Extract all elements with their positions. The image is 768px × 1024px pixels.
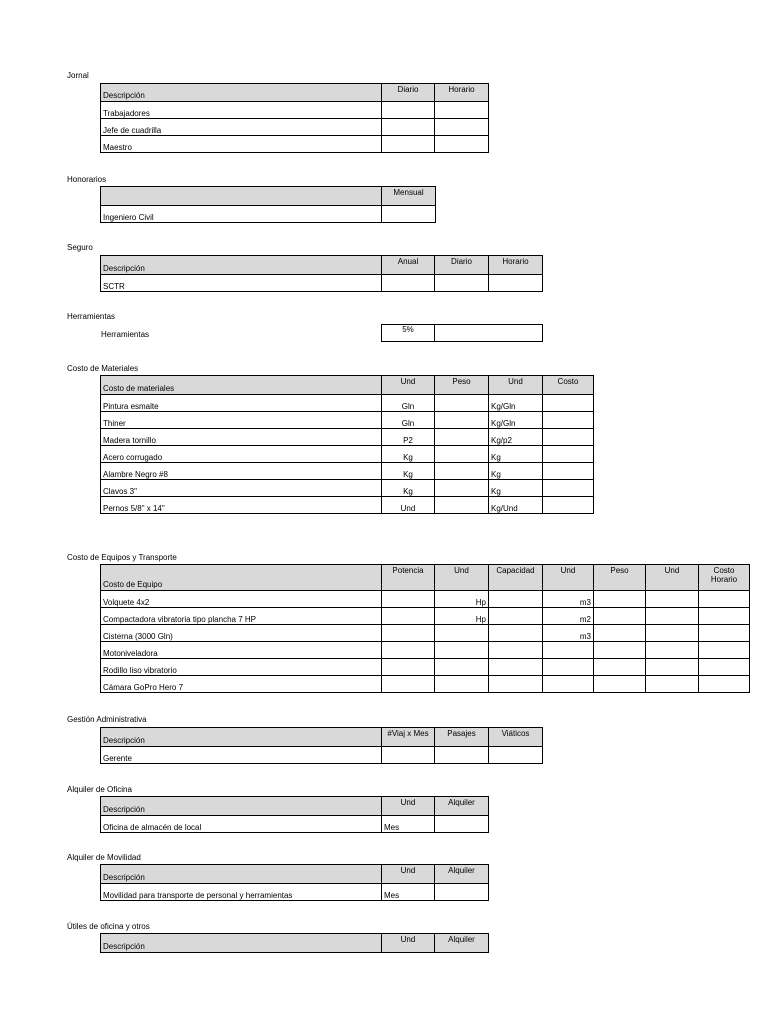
header-cell: Costo de materiales xyxy=(101,376,382,395)
row-label: Cisterna (3000 Gln) xyxy=(101,625,382,642)
section-title-gestion: Gestión Administrativa xyxy=(67,715,147,724)
table-row xyxy=(101,625,750,642)
unit-cell: Mes xyxy=(382,884,435,901)
row-label: Thiner xyxy=(101,412,382,429)
cell[interactable] xyxy=(382,136,435,153)
cell[interactable] xyxy=(435,480,489,497)
cell[interactable] xyxy=(382,206,436,223)
cell[interactable] xyxy=(594,659,646,676)
unit-cell xyxy=(435,625,489,642)
table-row xyxy=(101,591,750,608)
table-row xyxy=(101,206,436,223)
header-cell: Costo de Equipo xyxy=(101,565,382,591)
cell[interactable] xyxy=(543,446,594,463)
percent-cell[interactable]: 5% xyxy=(382,325,435,342)
unit-cell xyxy=(435,659,489,676)
cell[interactable] xyxy=(489,642,543,659)
cell[interactable] xyxy=(382,747,435,764)
row-label: SCTR xyxy=(101,275,382,292)
honorarios-table xyxy=(100,186,436,223)
herramientas-table xyxy=(381,324,543,342)
unit-cell: Kg xyxy=(489,463,543,480)
row-label: Motoniveladora xyxy=(101,642,382,659)
cell[interactable] xyxy=(382,676,435,693)
header-cell: Und xyxy=(382,376,435,395)
cell[interactable] xyxy=(435,446,489,463)
row-label: Trabajadores xyxy=(101,102,382,119)
cell[interactable] xyxy=(435,102,489,119)
unit-cell: Kg xyxy=(382,463,435,480)
header-cell: Pasajes xyxy=(435,728,489,747)
table-row xyxy=(101,429,594,446)
unit-cell: m2 xyxy=(543,608,594,625)
table-row xyxy=(101,816,489,833)
unit-cell: Hp xyxy=(435,608,489,625)
herramientas-label: Herramientas xyxy=(101,330,150,339)
row-label: Volquete 4x2 xyxy=(101,591,382,608)
cell[interactable] xyxy=(435,463,489,480)
cell[interactable] xyxy=(646,642,699,659)
cell[interactable] xyxy=(646,591,699,608)
header-cell: Viáticos xyxy=(489,728,543,747)
unit-cell: Und xyxy=(382,497,435,514)
cell[interactable] xyxy=(435,816,489,833)
cell[interactable] xyxy=(699,608,750,625)
cell[interactable] xyxy=(699,591,750,608)
unit-cell xyxy=(435,642,489,659)
cell[interactable] xyxy=(543,429,594,446)
table-header-row xyxy=(101,797,489,816)
cell[interactable] xyxy=(594,625,646,642)
table-row xyxy=(101,480,594,497)
cell[interactable] xyxy=(382,659,435,676)
table-row xyxy=(382,325,543,342)
section-title-equipos: Costo de Equipos y Transporte xyxy=(67,553,177,562)
cell[interactable] xyxy=(489,275,543,292)
header-cell: Descripción xyxy=(101,797,382,816)
header-cell: Peso xyxy=(435,376,489,395)
table-row xyxy=(101,642,750,659)
row-label: Pintura esmalte xyxy=(101,395,382,412)
header-cell: Diario xyxy=(382,84,435,102)
header-cell: Capacidad xyxy=(489,565,543,591)
table-row xyxy=(101,395,594,412)
header-cell: Alquiler xyxy=(435,934,489,953)
unit-cell: Kg xyxy=(489,480,543,497)
unit-cell: Gln xyxy=(382,412,435,429)
cell[interactable] xyxy=(543,395,594,412)
cell[interactable] xyxy=(435,275,489,292)
section-title-oficina: Alquiler de Oficina xyxy=(67,785,132,794)
unit-cell: Kg/Gln xyxy=(489,395,543,412)
cell[interactable] xyxy=(382,119,435,136)
table-row xyxy=(101,884,489,901)
section-title-utiles: Útiles de oficina y otros xyxy=(67,922,150,931)
cell[interactable] xyxy=(699,642,750,659)
table-row xyxy=(101,446,594,463)
header-cell: Horario xyxy=(435,84,489,102)
cell[interactable] xyxy=(543,463,594,480)
cell[interactable] xyxy=(543,480,594,497)
cell[interactable] xyxy=(699,659,750,676)
unit-cell: Mes xyxy=(382,816,435,833)
cell[interactable] xyxy=(382,591,435,608)
unit-cell xyxy=(543,642,594,659)
header-cell: Horario xyxy=(489,256,543,275)
unit-cell xyxy=(543,676,594,693)
cell[interactable] xyxy=(646,659,699,676)
header-cell: Und xyxy=(382,865,435,884)
section-title-movilidad: Alquiler de Movilidad xyxy=(67,853,141,862)
cell[interactable] xyxy=(699,676,750,693)
cell[interactable] xyxy=(435,429,489,446)
cell[interactable] xyxy=(646,608,699,625)
table-row xyxy=(101,275,543,292)
header-cell: Alquiler xyxy=(435,797,489,816)
header-cell: Und xyxy=(435,565,489,591)
row-label: Compactadora vibratoria tipo plancha 7 HP xyxy=(101,608,382,625)
unit-cell: Kg/Gln xyxy=(489,412,543,429)
cell[interactable] xyxy=(594,591,646,608)
header-cell: Descripción xyxy=(101,84,382,102)
header-cell: Alquiler xyxy=(435,865,489,884)
movilidad-table xyxy=(100,864,489,901)
materiales-table xyxy=(100,375,594,514)
gestion-table xyxy=(100,727,543,764)
cell[interactable] xyxy=(489,591,543,608)
unit-cell xyxy=(435,676,489,693)
section-title-honorarios: Honorarios xyxy=(67,175,107,184)
table-row xyxy=(101,102,489,119)
table-header-row xyxy=(101,84,489,102)
cell[interactable] xyxy=(489,676,543,693)
unit-cell: Kg xyxy=(382,480,435,497)
unit-cell: P2 xyxy=(382,429,435,446)
cell[interactable] xyxy=(543,412,594,429)
section-title-materiales: Costo de Materiales xyxy=(67,364,139,373)
row-label: Oficina de almacén de local xyxy=(101,816,382,833)
table-header-row xyxy=(101,376,594,395)
table-row xyxy=(101,497,594,514)
table-row xyxy=(101,608,750,625)
section-title-herramientas: Herramientas xyxy=(67,312,116,321)
header-cell: Descripción xyxy=(101,256,382,275)
section-title-seguro: Seguro xyxy=(67,243,93,252)
header-cell: Descripción xyxy=(101,728,382,747)
cell[interactable] xyxy=(382,275,435,292)
row-label: Acero corrugado xyxy=(101,446,382,463)
cell[interactable] xyxy=(489,659,543,676)
table-header-row xyxy=(101,187,436,206)
header-cell: Anual xyxy=(382,256,435,275)
cell[interactable] xyxy=(489,608,543,625)
header-cell: Und xyxy=(382,797,435,816)
cell[interactable] xyxy=(646,676,699,693)
unit-cell: Kg xyxy=(382,446,435,463)
table-header-row xyxy=(101,565,750,591)
cell[interactable] xyxy=(435,412,489,429)
cell[interactable] xyxy=(489,625,543,642)
unit-cell: Hp xyxy=(435,591,489,608)
table-header-row xyxy=(101,865,489,884)
header-cell xyxy=(101,187,382,206)
header-cell: Und xyxy=(646,565,699,591)
seguro-table xyxy=(100,255,543,292)
table-row xyxy=(101,747,543,764)
cell[interactable] xyxy=(594,608,646,625)
row-label: Maestro xyxy=(101,136,382,153)
row-label: Madera tornillo xyxy=(101,429,382,446)
table-header-row xyxy=(101,728,543,747)
cell[interactable] xyxy=(594,642,646,659)
cell[interactable] xyxy=(646,625,699,642)
header-cell: Potencia xyxy=(382,565,435,591)
header-cell: Mensual xyxy=(382,187,436,206)
unit-cell: Kg/p2 xyxy=(489,429,543,446)
row-label: Pernos 5/8" x 14" xyxy=(101,497,382,514)
row-label: Clavos 3" xyxy=(101,480,382,497)
header-cell: Und xyxy=(543,565,594,591)
cell[interactable] xyxy=(382,102,435,119)
utiles-table xyxy=(100,933,489,953)
cell[interactable] xyxy=(435,497,489,514)
table-row xyxy=(101,676,750,693)
section-title-jornal: Jornal xyxy=(67,71,89,80)
cell[interactable] xyxy=(382,625,435,642)
cell[interactable] xyxy=(489,747,543,764)
header-cell: Diario xyxy=(435,256,489,275)
cell[interactable] xyxy=(382,642,435,659)
cell[interactable] xyxy=(435,325,543,342)
header-cell: Und xyxy=(382,934,435,953)
cell[interactable] xyxy=(435,136,489,153)
row-label: Gerente xyxy=(101,747,382,764)
row-label: Movilidad para transporte de personal y herramientas xyxy=(101,884,382,901)
row-label: Jefe de cuadrilla xyxy=(101,119,382,136)
row-label: Cámara GoPro Hero 7 xyxy=(101,676,382,693)
table-header-row xyxy=(101,256,543,275)
header-cell: Descripción xyxy=(101,934,382,953)
oficina-table xyxy=(100,796,489,833)
table-row xyxy=(101,463,594,480)
cell[interactable] xyxy=(435,395,489,412)
equipos-table xyxy=(100,564,750,693)
unit-cell: Kg/Und xyxy=(489,497,543,514)
cell[interactable] xyxy=(435,747,489,764)
row-label: Alambre Negro #8 xyxy=(101,463,382,480)
cell[interactable] xyxy=(435,884,489,901)
header-cell: Descripción xyxy=(101,865,382,884)
unit-cell xyxy=(543,659,594,676)
header-cell: #Viaj x Mes xyxy=(382,728,435,747)
header-cell: Costo Horario xyxy=(699,565,750,591)
unit-cell: m3 xyxy=(543,625,594,642)
cell[interactable] xyxy=(594,676,646,693)
cell[interactable] xyxy=(543,497,594,514)
table-header-row xyxy=(101,934,489,953)
header-cell: Und xyxy=(489,376,543,395)
table-row xyxy=(101,136,489,153)
row-label: Ingeniero Civil xyxy=(101,206,382,223)
unit-cell: Kg xyxy=(489,446,543,463)
jornal-table xyxy=(100,83,489,153)
unit-cell: m3 xyxy=(543,591,594,608)
table-row xyxy=(101,659,750,676)
table-row xyxy=(101,412,594,429)
header-cell: Peso xyxy=(594,565,646,591)
header-cell: Costo xyxy=(543,376,594,395)
row-label: Rodillo liso vibratorio xyxy=(101,659,382,676)
cell[interactable] xyxy=(699,625,750,642)
unit-cell: Gln xyxy=(382,395,435,412)
cell[interactable] xyxy=(382,608,435,625)
table-row xyxy=(101,119,489,136)
cell[interactable] xyxy=(435,119,489,136)
